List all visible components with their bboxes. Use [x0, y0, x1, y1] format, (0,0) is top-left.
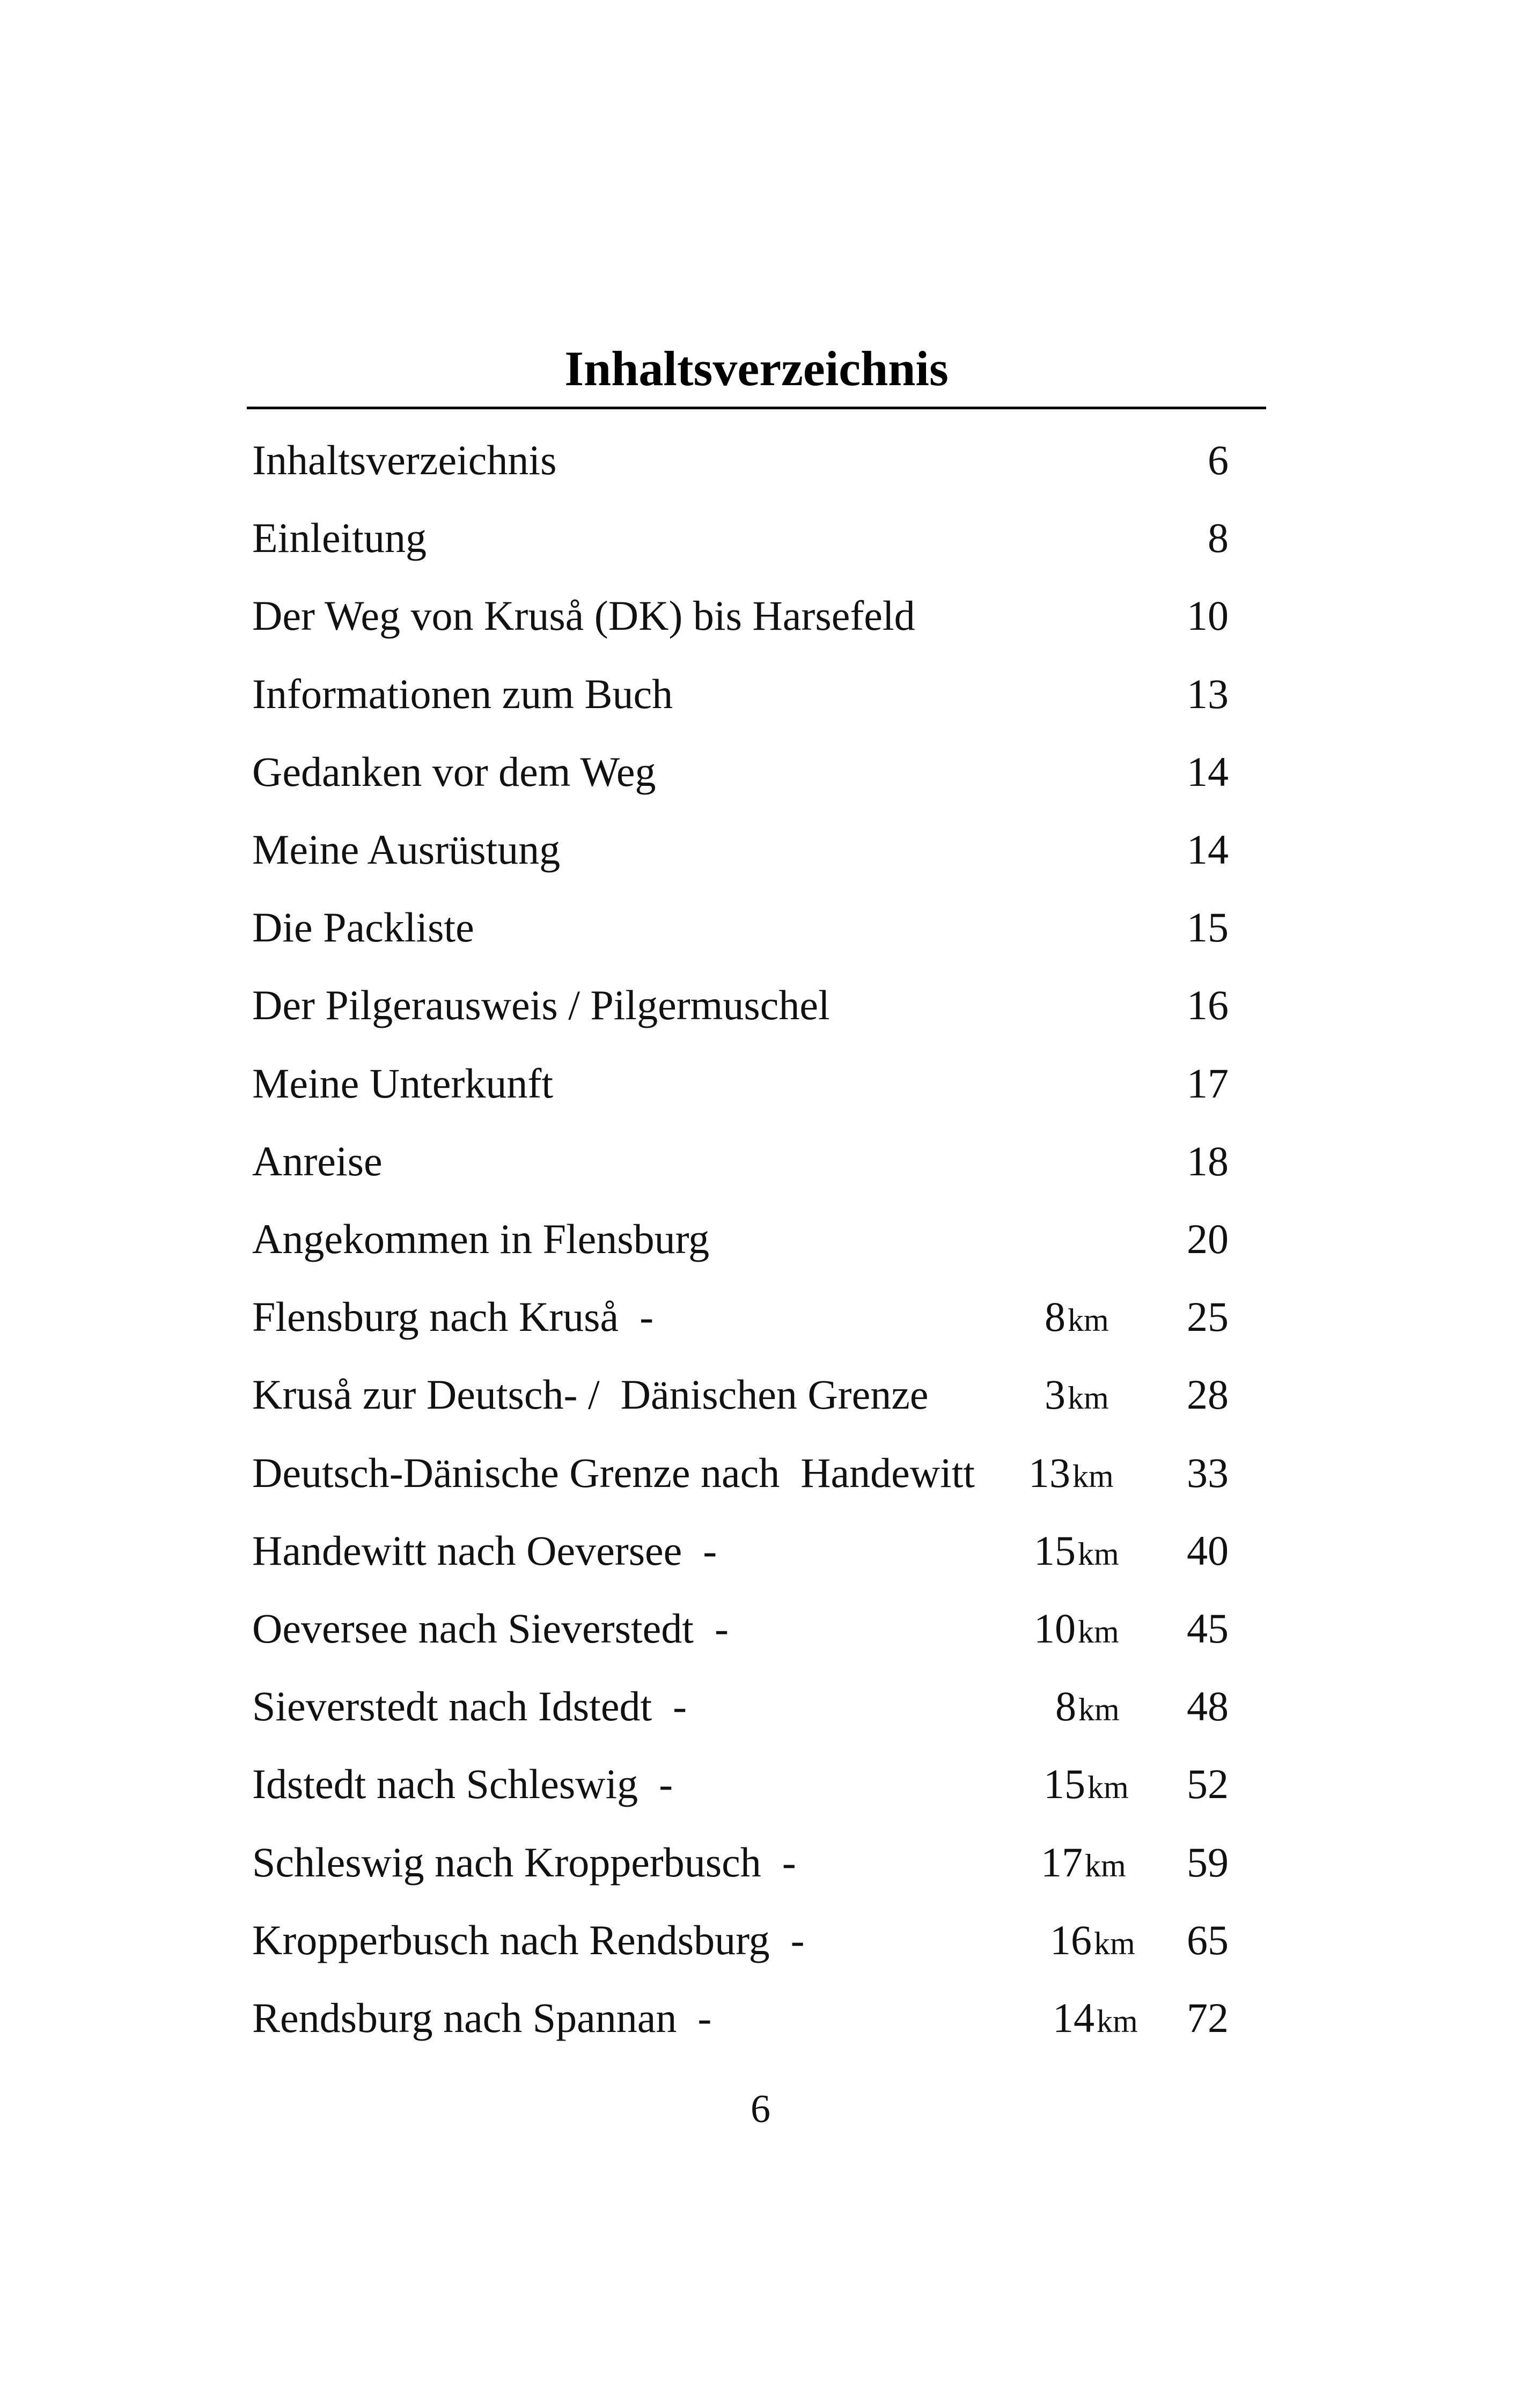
toc-entry-page: 18 — [1187, 1138, 1229, 1184]
toc-entry-title: Anreise — [252, 1138, 383, 1184]
toc-heading: Inhaltsverzeichnis — [564, 341, 949, 396]
toc-entry — [0, 665, 1521, 724]
toc-entry — [0, 1444, 1521, 1503]
distance-value: 14 — [1053, 1994, 1094, 2041]
toc-entry-title: Angekommen in Flensburg — [252, 1216, 710, 1262]
toc-entry-page: 6 — [1208, 437, 1229, 483]
toc-entry-page: 14 — [1187, 826, 1229, 873]
toc-entry-title: Inhaltsverzeichnis — [252, 437, 557, 483]
page-number: 6 — [751, 2087, 770, 2131]
toc-entry — [0, 1677, 1521, 1736]
toc-entry-distance — [1044, 1755, 1129, 1825]
distance-unit: km — [1068, 1380, 1109, 1416]
distance-unit: km — [1072, 1459, 1114, 1494]
toc-entry — [0, 1833, 1521, 1892]
distance-unit: km — [1094, 1926, 1135, 1961]
toc-entry-distance — [1045, 1287, 1109, 1358]
toc-entry-page: 48 — [1187, 1683, 1229, 1729]
toc-entry-distance — [1034, 1599, 1119, 1670]
distance-unit: km — [1097, 2004, 1138, 2039]
toc-entry — [0, 1755, 1521, 1814]
toc-entry-distance — [1034, 1521, 1119, 1592]
distance-unit: km — [1078, 1692, 1120, 1727]
toc-entry-title: Idstedt nach Schleswig - — [252, 1761, 673, 1807]
toc-entry-page: 20 — [1187, 1216, 1229, 1262]
toc-entry — [0, 1054, 1521, 1113]
distance-value: 15 — [1044, 1761, 1085, 1807]
toc-entry — [0, 1287, 1521, 1346]
toc-entry — [0, 1365, 1521, 1424]
toc-entry-page: 14 — [1187, 748, 1229, 795]
toc-entry — [0, 431, 1521, 490]
distance-value: 10 — [1034, 1605, 1076, 1652]
toc-entry-title: Einleitung — [252, 514, 427, 561]
toc-entry-distance — [1050, 1911, 1135, 1982]
toc-entry — [0, 898, 1521, 957]
toc-entry-title: Deutsch-Dänische Grenze nach Handewitt — [252, 1449, 975, 1496]
toc-entry-title: Gedanken vor dem Weg — [252, 748, 656, 795]
distance-unit: km — [1088, 1770, 1129, 1805]
toc-entry-page: 72 — [1187, 1994, 1229, 2041]
toc-entry-page: 8 — [1208, 514, 1229, 561]
distance-value: 3 — [1045, 1371, 1066, 1418]
toc-entry — [0, 820, 1521, 879]
toc-entry-title: Kruså zur Deutsch- / Dänischen Grenze — [252, 1371, 929, 1418]
toc-entry — [0, 509, 1521, 568]
toc-entry-title: Meine Unterkunft — [252, 1060, 554, 1107]
toc-entry-distance — [1028, 1444, 1114, 1514]
toc-entry-title: Informationen zum Buch — [252, 671, 673, 717]
toc-entry — [0, 1989, 1521, 2048]
toc-entry-title: Die Packliste — [252, 904, 474, 951]
distance-value: 17 — [1041, 1839, 1083, 1886]
toc-entry-page: 59 — [1187, 1839, 1229, 1886]
distance-value: 15 — [1034, 1527, 1076, 1574]
toc-entry-distance — [1041, 1833, 1126, 1904]
toc-entry-distance — [1053, 1989, 1138, 2059]
toc-entry-title: Der Pilgerausweis / Pilgermuschel — [252, 982, 830, 1028]
distance-unit: km — [1068, 1302, 1109, 1338]
distance-unit: km — [1085, 1848, 1126, 1883]
toc-entry-title: Handewitt nach Oeversee - — [252, 1527, 717, 1574]
toc-entry — [0, 1599, 1521, 1658]
toc-entry-page: 25 — [1187, 1293, 1229, 1340]
toc-entry-title: Schleswig nach Kropperbusch - — [252, 1839, 796, 1886]
toc-entry-title: Rendsburg nach Spannan - — [252, 1994, 712, 2041]
distance-unit: km — [1078, 1614, 1119, 1649]
toc-entry-page: 33 — [1187, 1449, 1229, 1496]
toc-entry-distance — [1055, 1677, 1120, 1748]
toc-entry — [0, 1911, 1521, 1970]
toc-entry-page: 13 — [1187, 671, 1229, 717]
toc-entry — [0, 1210, 1521, 1269]
distance-unit: km — [1078, 1536, 1119, 1572]
heading-underline — [247, 407, 1266, 409]
toc-entry-page: 17 — [1187, 1060, 1229, 1107]
toc-entry-page: 52 — [1187, 1761, 1229, 1807]
distance-value: 8 — [1045, 1293, 1066, 1340]
distance-value: 16 — [1050, 1917, 1092, 1963]
distance-value: 8 — [1055, 1683, 1076, 1729]
toc-entry-page: 45 — [1187, 1605, 1229, 1652]
toc-entry-title: Sieverstedt nach Idstedt - — [252, 1683, 687, 1729]
toc-entry — [0, 1132, 1521, 1191]
toc-entry-page: 15 — [1187, 904, 1229, 951]
toc-entry — [0, 586, 1521, 645]
toc-entry-page: 65 — [1187, 1917, 1229, 1963]
toc-entry-page: 40 — [1187, 1527, 1229, 1574]
toc-entry-title: Kropperbusch nach Rendsburg - — [252, 1917, 805, 1963]
toc-entry — [0, 1521, 1521, 1580]
toc-entry-distance — [1045, 1365, 1109, 1436]
toc-entry-page: 10 — [1187, 592, 1229, 639]
distance-value: 13 — [1028, 1449, 1070, 1496]
toc-entry-title: Oeversee nach Sieverstedt - — [252, 1605, 729, 1652]
toc-entry-title: Der Weg von Kruså (DK) bis Harsefeld — [252, 592, 915, 639]
toc-entry-title: Meine Ausrüstung — [252, 826, 561, 873]
toc-entry-page: 28 — [1187, 1371, 1229, 1418]
toc-entry — [0, 742, 1521, 801]
toc-entry — [0, 976, 1521, 1035]
toc-entry-page: 16 — [1187, 982, 1229, 1028]
toc-entry-title: Flensburg nach Kruså - — [252, 1293, 654, 1340]
